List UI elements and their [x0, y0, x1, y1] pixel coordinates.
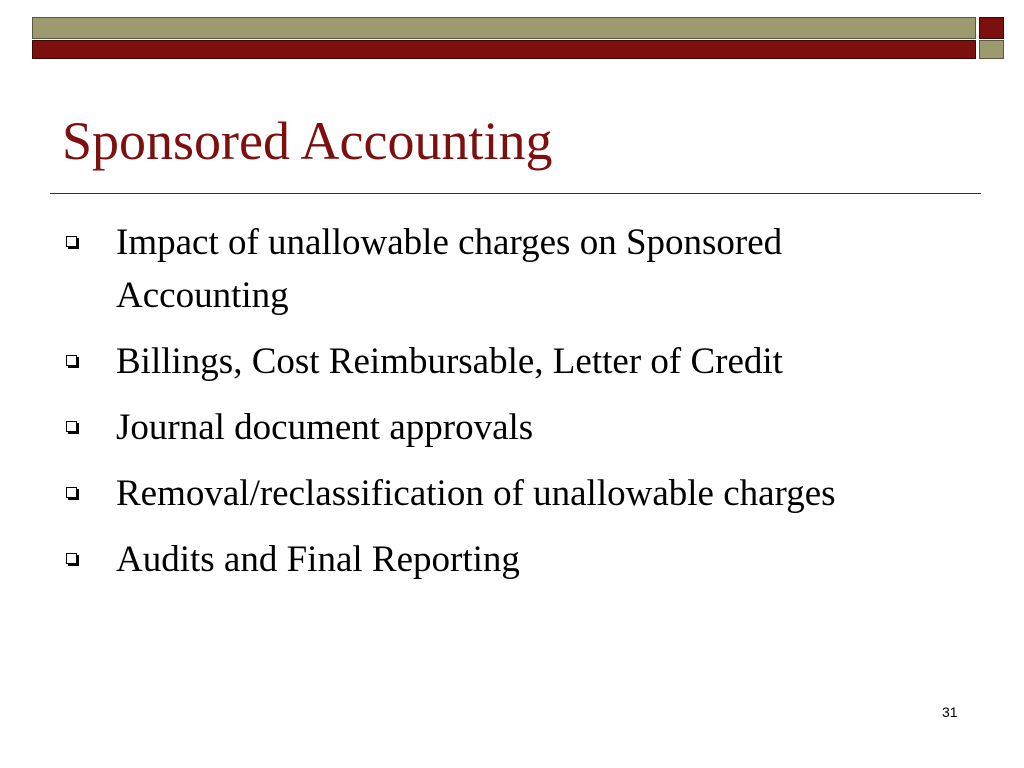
bullet-text: Journal document approvals [116, 407, 534, 448]
hollow-square-bullet-icon [66, 553, 77, 564]
bullet-text: Removal/reclassification of unallowable charges [116, 473, 836, 514]
bullet-item [66, 335, 956, 388]
bullet-item [66, 216, 956, 322]
bullet-item [66, 533, 956, 586]
header-bar-olive [32, 17, 976, 39]
bullet-text: Billings, Cost Reimbursable, Letter of Credit [116, 341, 783, 382]
bullet-text: Impact of unallowable charges on Sponsored Accounting [116, 222, 783, 316]
header-bar-maroon [32, 40, 976, 59]
hollow-square-bullet-icon [66, 421, 77, 432]
header-square-olive [979, 40, 1004, 59]
bullet-item [66, 467, 956, 520]
slide-title: Sponsored Accounting [62, 111, 553, 171]
title-divider [50, 193, 981, 194]
header-square-maroon [979, 17, 1004, 39]
bullet-list [66, 216, 956, 599]
hollow-square-bullet-icon [66, 487, 77, 498]
hollow-square-bullet-icon [66, 355, 77, 366]
bullet-item [66, 401, 956, 454]
hollow-square-bullet-icon [66, 236, 77, 247]
slide-number: 31 [942, 704, 958, 720]
bullet-text: Audits and Final Reporting [116, 539, 520, 580]
